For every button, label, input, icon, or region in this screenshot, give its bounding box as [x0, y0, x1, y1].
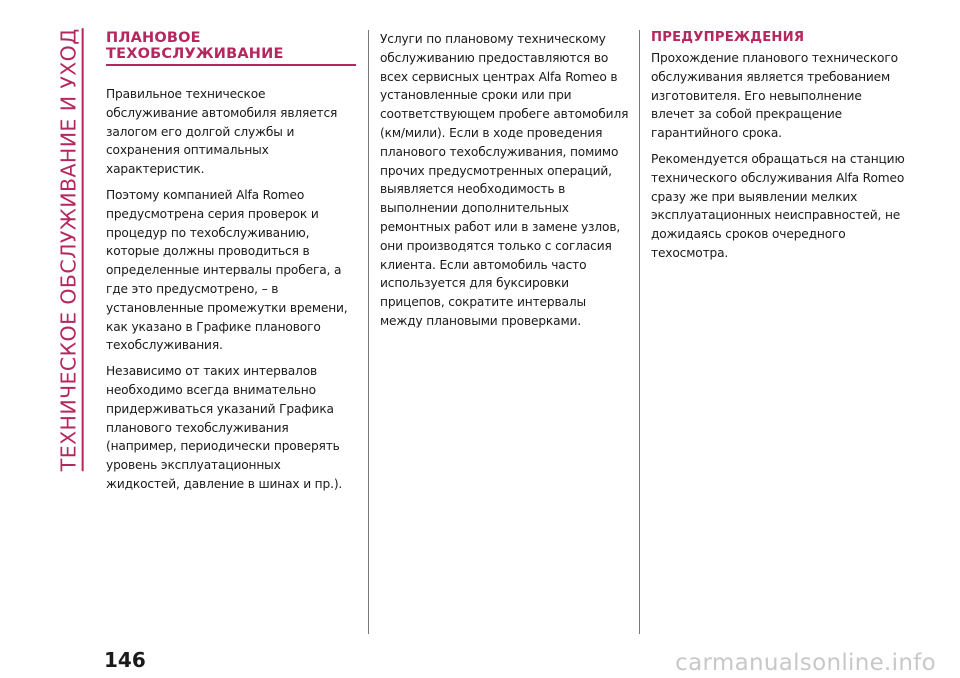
- column-3: [651, 30, 906, 270]
- section-side-title: [48, 22, 92, 478]
- warnings-heading: ПРЕДУПРЕЖДЕНИЯ: [651, 30, 805, 45]
- page-number: 146: [104, 648, 146, 672]
- watermark: carmanualsonline.info: [675, 650, 936, 676]
- paragraph: Независимо от таких интервалов необходимо всегда внимательно придерживаться указаний Графика планового техобслуживания (например, периодически проверять уровень эксплуатационных жидкостей, давление в шинах и пр.).: [106, 364, 343, 491]
- column-1: [106, 30, 356, 501]
- column-divider: [639, 30, 640, 634]
- column-divider: [368, 30, 369, 634]
- heading-line-2: ТЕХОБСЛУЖИВАНИЕ: [106, 46, 284, 62]
- side-title-text: ТЕХНИЧЕСКОЕ ОБСЛУЖИВАНИЕ И УХОД: [57, 29, 83, 472]
- paragraph: Правильное техническое обслуживание автомобиля является залогом его долгой службы и сохранения оптимальных характеристик.: [106, 87, 338, 177]
- heading-line-1: ПЛАНОВОЕ: [106, 30, 201, 46]
- section-heading: [106, 30, 356, 66]
- paragraph: Рекомендуется обращаться на станцию технического обслуживания Alfa Romeo сразу же при выявлении мелких эксплуатационных неисправностей, не дожидаясь сроков очередного техосмотра.: [651, 151, 905, 260]
- column-2: [380, 30, 632, 338]
- paragraph: Прохождение планового технического обслуживания является требованием изготовителя. Его невыполнение влечет за собой прекращение гарантийного срока.: [651, 51, 898, 141]
- paragraph: Поэтому компанией Alfa Romeo предусмотрена серия проверок и процедур по техобслуживанию, которые должны проводиться в определенные интервалы пробега, а где это предусмотрено, – в установленные промежутки времени, как указано в Графике планового техобслуживания.: [106, 187, 348, 353]
- paragraph: Услуги по плановому техническому обслуживанию предоставляются во всех сервисных центрах Alfa Romeo в установленные сроки или при соответствующем пробеге автомобиля (км/мили). Если в ходе проведения планового техобслуживания, помимо прочих предусмотренных операций, выявляется необходимость в выполнении дополнительных ремонтных работ или в замене узлов, они производятся только с согласия клиента. Если автомобиль часто используется для буксировки прицепов, сократите интервалы между плановыми проверками.: [380, 32, 629, 328]
